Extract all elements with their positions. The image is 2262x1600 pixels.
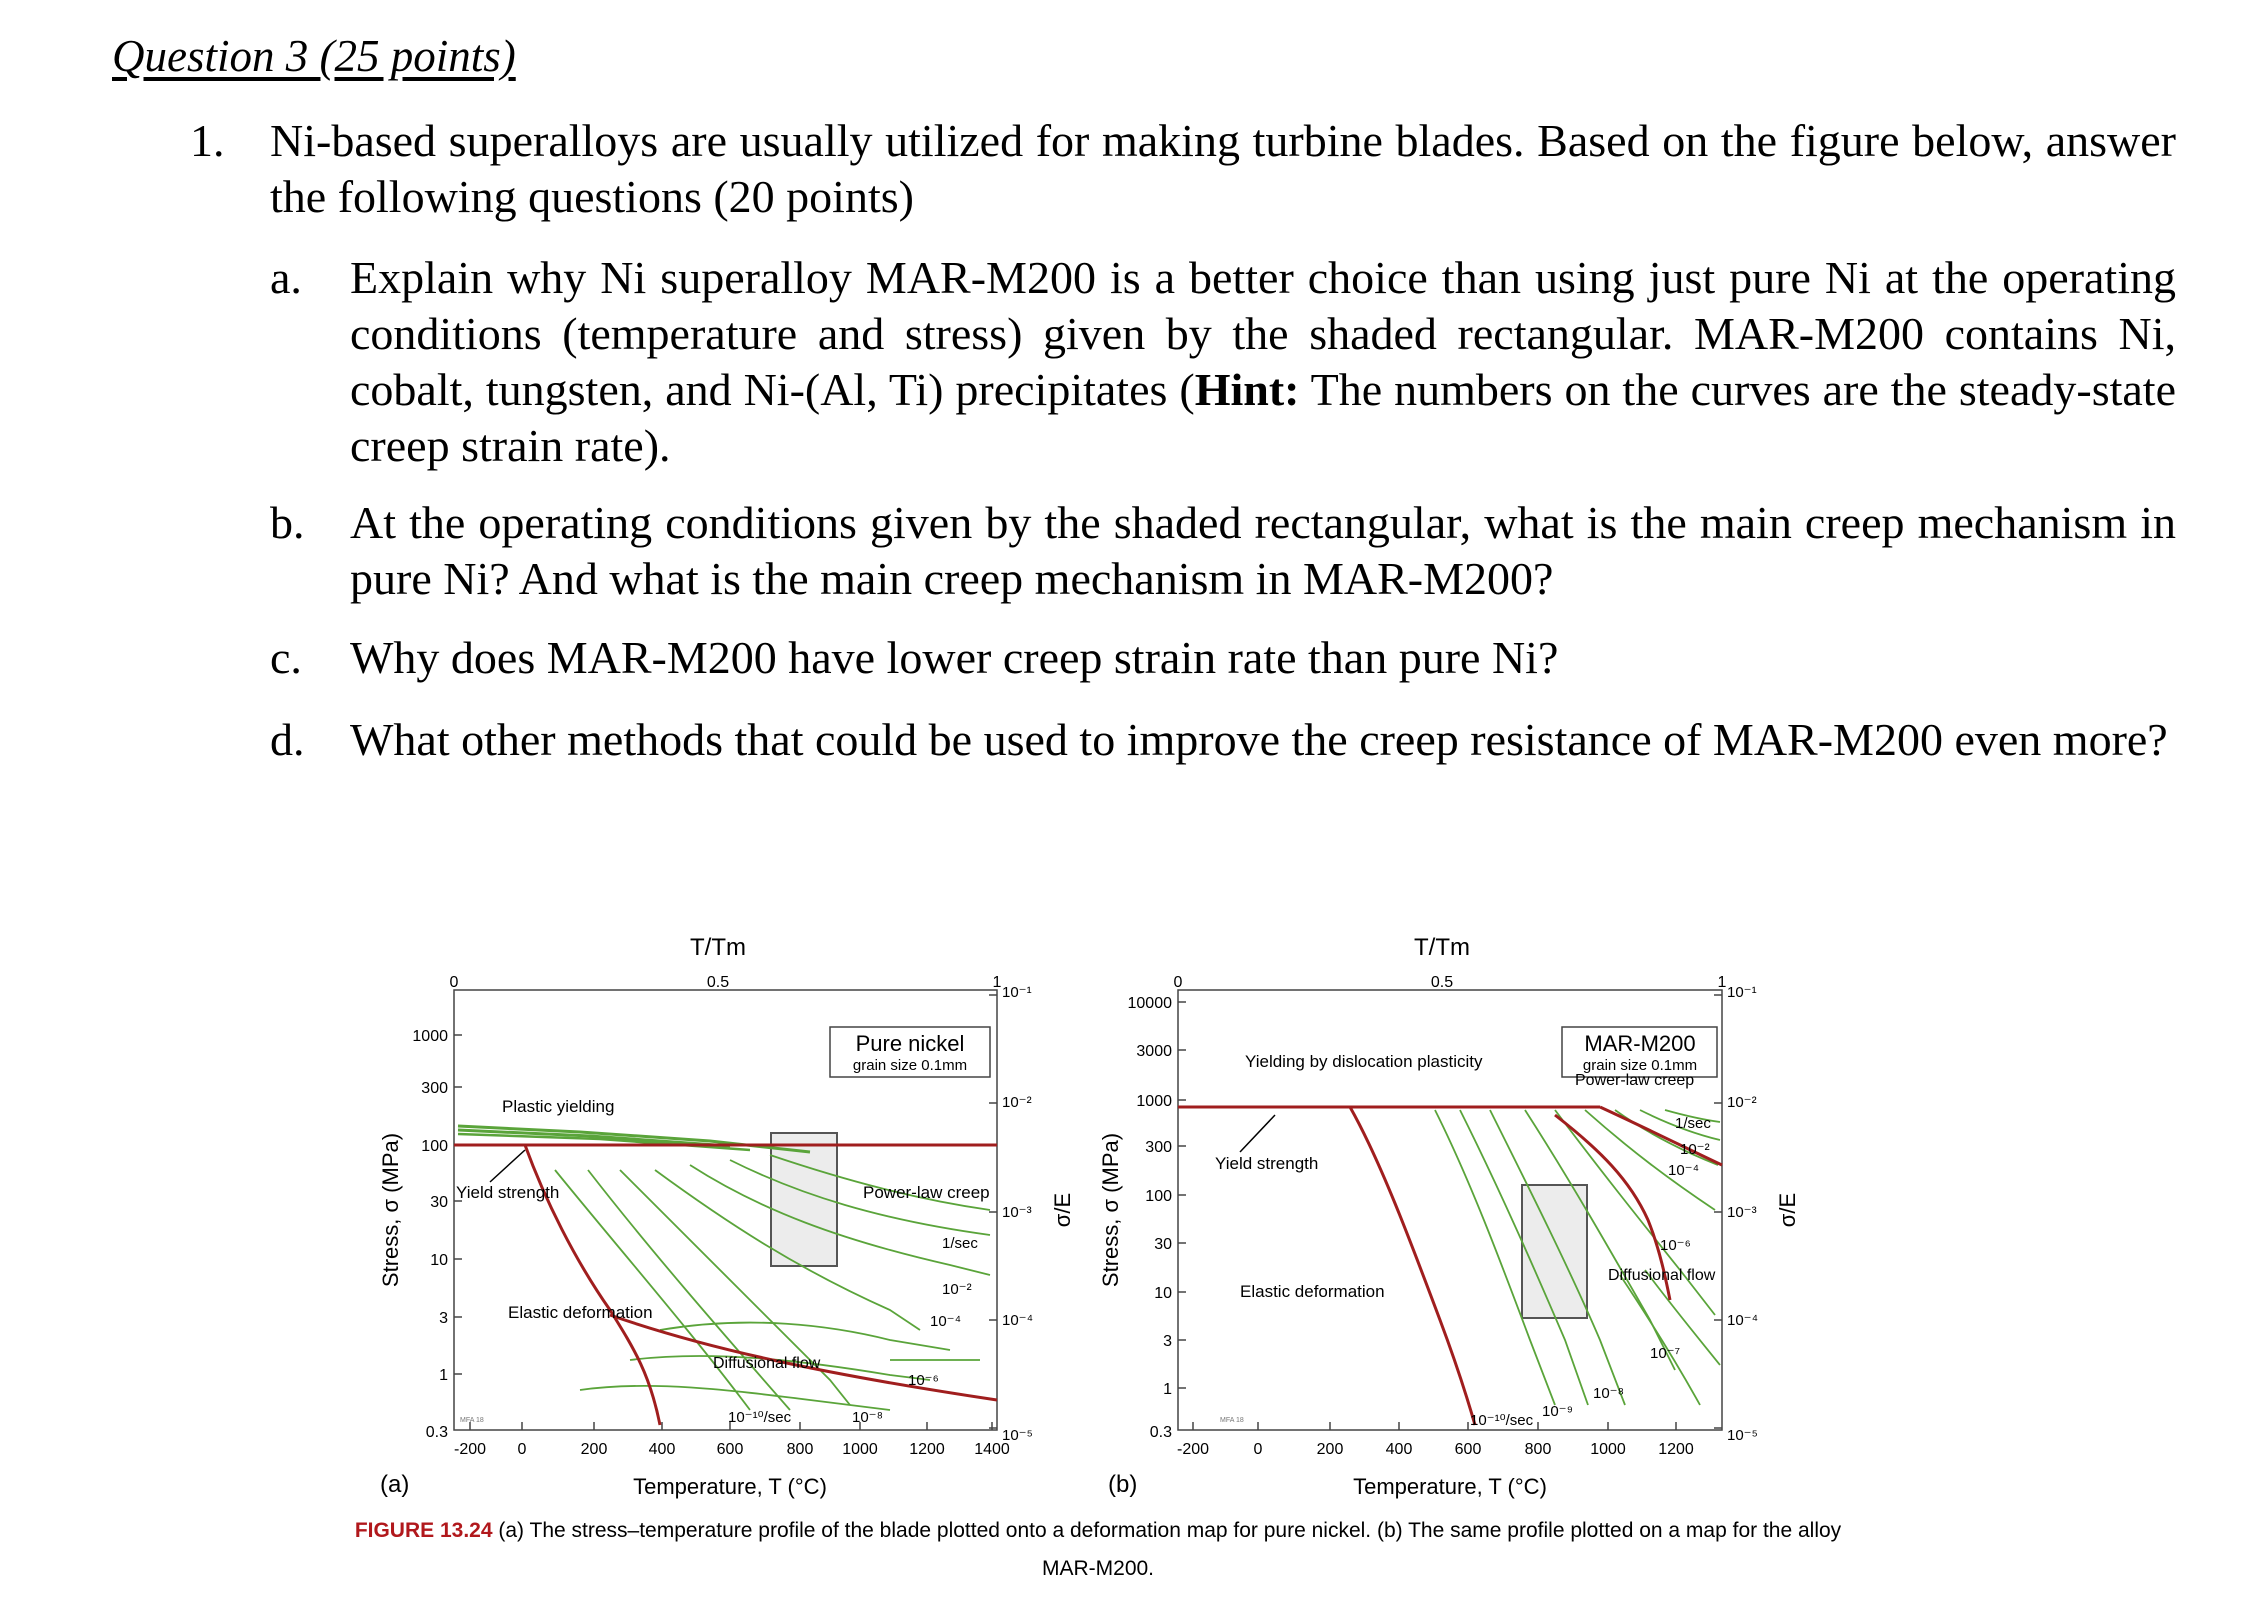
panel-a-rate-label: 1/sec — [942, 1235, 978, 1252]
panel-b-rate-label: 10⁻² — [1680, 1141, 1710, 1158]
panel-b-region-yield-strength: Yield strength — [1215, 1154, 1319, 1173]
part-c-text: Why does MAR-M200 have lower creep strain rate than pure Ni? — [350, 632, 1559, 683]
panel-b-watermark: MFA 18 — [1220, 1417, 1244, 1424]
panel-b-top-tick: 0.5 — [1430, 974, 1454, 991]
panel-a-x-tick: 0 — [517, 1441, 527, 1458]
panel-a-x-tick: 600 — [716, 1441, 744, 1458]
panel-a-right-tick: 10⁻² — [1002, 1094, 1032, 1111]
part-a-text-after-hint: The numbers on the curves are the steady-state creep strain rate). — [350, 364, 2176, 471]
panel-b-y-tick: 10000 — [1127, 995, 1172, 1012]
question-number: 1. — [190, 115, 225, 166]
panel-b-y-tick: 0.3 — [1149, 1424, 1172, 1441]
figure-caption — [338, 1512, 1858, 1588]
panel-a-region-power-law-creep: Power-law creep — [863, 1183, 990, 1202]
panel-a-region-plastic-yielding: Plastic yielding — [502, 1097, 615, 1116]
figure-caption-label: FIGURE 13.24 — [354, 1519, 493, 1542]
panel-b-y-tick: 30 — [1154, 1236, 1172, 1253]
panel-b — [1098, 934, 1800, 1499]
panel-b-right-tick: 10⁻³ — [1727, 1204, 1757, 1221]
panel-a-x-tick: 1200 — [909, 1441, 945, 1458]
panel-a — [378, 934, 1075, 1499]
panel-a-y-tick: 100 — [421, 1138, 448, 1155]
panel-a-legend-sub: grain size 0.1mm — [852, 1057, 968, 1074]
part-a-letter: a. — [270, 252, 302, 303]
panel-b-y-tick: 3000 — [1136, 1043, 1172, 1060]
panel-b-legend-title: MAR-M200 — [1584, 1031, 1696, 1056]
panel-b-right-tick: 10⁻⁵ — [1727, 1427, 1758, 1444]
panel-b-x-tick: 1200 — [1658, 1441, 1694, 1458]
panel-b-top-tick: 0 — [1173, 974, 1183, 991]
panel-a-x-tick: 1000 — [842, 1441, 878, 1458]
panel-b-right-tick: 10⁻⁴ — [1727, 1312, 1759, 1329]
panel-b-x-tick: -200 — [1176, 1441, 1210, 1458]
panel-b-x-tick: 400 — [1385, 1441, 1413, 1458]
panel-b-right-tick: 10⁻² — [1727, 1094, 1757, 1111]
panel-a-y-tick: 10 — [430, 1252, 448, 1269]
panel-a-x-axis-label: Temperature, T (°C) — [633, 1474, 827, 1499]
panel-a-right-tick: 10⁻¹ — [1002, 984, 1032, 1001]
panel-b-x-tick: 0 — [1253, 1441, 1263, 1458]
panel-b-top-tick: 1 — [1717, 974, 1727, 991]
panel-a-y-tick: 3 — [439, 1310, 448, 1327]
panel-b-rate-label: 10⁻¹⁰/sec — [1470, 1412, 1534, 1429]
panel-b-y-tick: 300 — [1145, 1139, 1172, 1156]
part-b-text: At the operating conditions given by the shaded rectangular, what is the main creep mechanism in pure Ni? And what is the main creep mechanism in MAR-M200? — [350, 497, 2176, 604]
panel-a-x-tick: 400 — [648, 1441, 676, 1458]
panel-b-y-tick: 100 — [1145, 1188, 1172, 1205]
part-d-text: What other methods that could be used to improve the creep resistance of MAR-M200 even more? — [350, 714, 2168, 765]
panel-b-rate-label: 10⁻⁶ — [1660, 1237, 1691, 1254]
panel-a-right-tick: 10⁻⁴ — [1002, 1312, 1034, 1329]
panel-a-x-tick: 1400 — [974, 1441, 1010, 1458]
panel-a-right-tick: 10⁻³ — [1002, 1204, 1032, 1221]
panel-a-rate-label: 10⁻⁴ — [930, 1313, 962, 1330]
question-heading: Question 3 (25 points) — [112, 31, 516, 81]
panel-a-top-tick: 0.5 — [706, 974, 730, 991]
panel-a-y-axis-label: Stress, σ (MPa) — [378, 1132, 403, 1288]
panel-a-y-tick: 300 — [421, 1080, 448, 1097]
panel-a-watermark: MFA 18 — [460, 1417, 484, 1424]
panel-a-y-tick: 1 — [439, 1367, 448, 1384]
part-a-text — [350, 250, 2176, 474]
panel-a-rate-label: 10⁻² — [942, 1281, 972, 1298]
panel-a-rate-label: 10⁻¹⁰/sec — [728, 1409, 792, 1426]
panel-b-rate-label: 10⁻⁹ — [1542, 1403, 1574, 1420]
figure-13-24 — [330, 920, 1880, 1600]
panel-b-operating-box — [1522, 1185, 1587, 1318]
part-c-letter: c. — [270, 632, 302, 683]
panel-b-right-axis-label: σ/E — [1775, 1192, 1800, 1228]
panel-a-region-elastic-deformation: Elastic deformation — [508, 1303, 653, 1322]
part-a-text-before-hint: Explain why Ni superalloy MAR-M200 is a better choice than using just pure Ni at the operating conditions (temperature and stress) given by the shaded rectangular. MAR-M200 contains Ni, cobalt, tungsten, and Ni-(Al, Ti) precipitates ( — [350, 252, 2176, 415]
panel-a-region-diffusional-flow: Diffusional flow — [713, 1355, 821, 1372]
panel-a-region-yield-strength: Yield strength — [456, 1183, 560, 1202]
panel-b-x-tick-marks — [1193, 1422, 1676, 1430]
panel-b-y-tick: 1 — [1163, 1381, 1172, 1398]
panel-b-top-axis-label: T/Tm — [1414, 934, 1470, 961]
part-b-letter: b. — [270, 497, 305, 548]
panel-b-region-power-law-creep: Power-law creep — [1575, 1072, 1695, 1089]
figure-caption-text: (a) The stress–temperature profile of the blade plotted onto a deformation map for pure nickel. (b) The same profile plotted on a map for the alloy MAR-M200. — [492, 1519, 1842, 1580]
panel-b-rate-label: 10⁻⁸ — [1593, 1385, 1624, 1402]
panel-a-x-tick: -200 — [453, 1441, 487, 1458]
part-a-hint-label: Hint: — [1194, 364, 1300, 415]
panel-b-right-tick: 10⁻¹ — [1727, 984, 1757, 1001]
panel-b-x-tick: 1000 — [1590, 1441, 1626, 1458]
panel-b-rate-label: 10⁻⁴ — [1668, 1162, 1700, 1179]
panel-a-y-tick: 0.3 — [425, 1424, 448, 1441]
panel-b-label: (b) — [1108, 1471, 1138, 1498]
panel-b-legend-sub: grain size 0.1mm — [1582, 1057, 1698, 1074]
panel-b-y-axis-label: Stress, σ (MPa) — [1098, 1132, 1123, 1288]
panel-a-top-tick: 0 — [449, 974, 459, 991]
panel-a-yield-arrow — [490, 1150, 525, 1182]
panel-b-y-tick: 3 — [1163, 1333, 1172, 1350]
panel-b-yield-arrow — [1240, 1115, 1275, 1152]
panel-a-top-axis-label: T/Tm — [690, 934, 746, 961]
panel-a-y-tick: 30 — [430, 1194, 448, 1211]
panel-a-label: (a) — [380, 1471, 410, 1498]
panel-b-rate-label: 10⁻⁷ — [1650, 1345, 1681, 1362]
panel-a-right-axis-label: σ/E — [1050, 1192, 1075, 1228]
panel-b-region-elastic-deformation: Elastic deformation — [1240, 1282, 1385, 1301]
panel-a-y-tick: 1000 — [412, 1028, 448, 1045]
panel-a-x-tick: 800 — [786, 1441, 814, 1458]
part-d-letter: d. — [270, 714, 305, 765]
panel-b-x-tick: 600 — [1454, 1441, 1482, 1458]
panel-b-y-tick: 1000 — [1136, 1093, 1172, 1110]
panel-b-x-axis-label: Temperature, T (°C) — [1353, 1474, 1547, 1499]
panel-b-region-yielding-dislocation: Yielding by dislocation plasticity — [1245, 1052, 1483, 1071]
panel-a-top-tick: 1 — [992, 974, 1002, 991]
question-text: Ni-based superalloys are usually utilized for making turbine blades. Based on the figure below, answer the following questions (20 points) — [270, 115, 2176, 222]
panel-a-legend-title: Pure nickel — [855, 1031, 965, 1056]
panel-b-y-tick: 10 — [1154, 1285, 1172, 1302]
panel-b-x-tick: 200 — [1316, 1441, 1344, 1458]
panel-b-region-diffusional-flow: Diffusional flow — [1608, 1267, 1716, 1284]
panel-a-rate-label: 10⁻⁶ — [908, 1372, 939, 1389]
panel-b-x-tick: 800 — [1524, 1441, 1552, 1458]
panel-b-rate-label: 1/sec — [1675, 1115, 1711, 1132]
panel-a-right-tick: 10⁻⁵ — [1002, 1427, 1033, 1444]
panel-a-rate-label: 10⁻⁸ — [852, 1409, 883, 1426]
deformation-maps — [330, 920, 1880, 1520]
panel-a-x-tick: 200 — [580, 1441, 608, 1458]
